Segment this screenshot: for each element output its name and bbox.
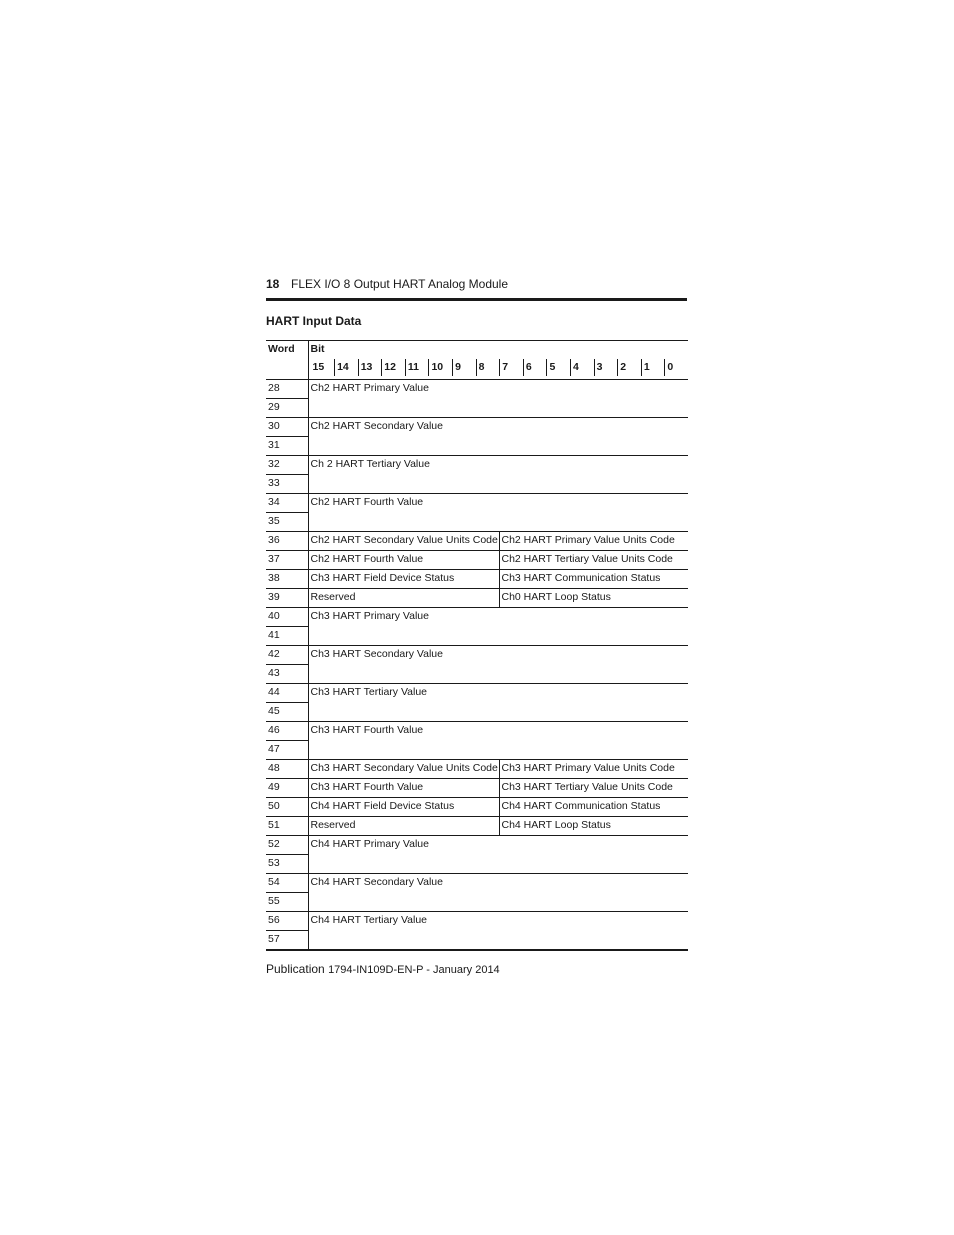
high-byte-field: Ch2 HART Secondary Value Units Code — [308, 532, 499, 551]
bit-number: 6 — [523, 359, 547, 376]
low-byte-field: Ch2 HART Tertiary Value Units Code — [499, 551, 688, 570]
table-row — [266, 779, 688, 798]
table-row — [266, 912, 688, 931]
bit-number-header — [308, 359, 688, 380]
low-byte-field: Ch3 HART Communication Status — [499, 570, 688, 589]
high-byte-field: Reserved — [308, 817, 499, 836]
bit-number: 15 — [312, 361, 325, 373]
table-row — [266, 646, 688, 665]
word-field: Ch4 HART Primary Value — [310, 838, 429, 850]
bit-number: 13 — [358, 359, 382, 376]
word-field — [308, 627, 688, 646]
high-byte-field: Ch3 HART Fourth Value — [308, 779, 499, 798]
table-row — [266, 855, 688, 874]
bit-number: 14 — [334, 359, 358, 376]
word-number: 39 — [266, 589, 308, 608]
bit-number: 3 — [594, 359, 618, 376]
bit-number: 0 — [664, 359, 688, 376]
word-number: 54 — [266, 874, 308, 893]
word-field: Ch3 HART Fourth Value — [310, 724, 424, 736]
bit-number: 5 — [546, 359, 570, 376]
word-number: 28 — [266, 380, 308, 399]
word-field: Ch2 HART Fourth Value — [310, 496, 424, 508]
publication-footer — [266, 962, 500, 976]
word-field: Ch4 HART Secondary Value — [310, 876, 443, 888]
table-row — [266, 760, 688, 779]
table-row — [266, 513, 688, 532]
table-row — [266, 722, 688, 741]
word-number: 48 — [266, 760, 308, 779]
low-byte-field: Ch3 HART Tertiary Value Units Code — [499, 779, 688, 798]
word-number: 53 — [266, 855, 308, 874]
table-row — [266, 532, 688, 551]
header-rule — [266, 298, 687, 301]
word-field: Ch3 HART Tertiary Value — [310, 686, 428, 698]
word-number: 30 — [266, 418, 308, 437]
bit-column-header: Bit — [308, 341, 688, 360]
low-byte-field: Ch4 HART Communication Status — [499, 798, 688, 817]
word-field — [308, 855, 688, 874]
table-row — [266, 608, 688, 627]
high-byte-field: Ch2 HART Fourth Value — [308, 551, 499, 570]
word-number: 40 — [266, 608, 308, 627]
publication-id: 1794-IN109D-EN-P - January 2014 — [328, 964, 500, 976]
word-number: 46 — [266, 722, 308, 741]
word-number: 34 — [266, 494, 308, 513]
word-number: 57 — [266, 931, 308, 951]
table-row — [266, 570, 688, 589]
table-row — [266, 551, 688, 570]
word-number: 49 — [266, 779, 308, 798]
word-field: Ch3 HART Primary Value — [310, 610, 429, 622]
table-row — [266, 589, 688, 608]
word-field — [308, 703, 688, 722]
section-title: HART Input Data — [266, 314, 362, 328]
word-field — [308, 399, 688, 418]
high-byte-field: Ch3 HART Secondary Value Units Code — [308, 760, 499, 779]
table-row — [266, 627, 688, 646]
high-byte-field: Ch3 HART Field Device Status — [308, 570, 499, 589]
table-row — [266, 703, 688, 722]
table-row — [266, 380, 688, 399]
word-field — [308, 893, 688, 912]
low-byte-field: Ch2 HART Primary Value Units Code — [499, 532, 688, 551]
table-row — [266, 418, 688, 437]
word-field — [308, 931, 688, 951]
word-number: 36 — [266, 532, 308, 551]
word-field: Ch2 HART Primary Value — [310, 382, 429, 394]
low-byte-field: Ch3 HART Primary Value Units Code — [499, 760, 688, 779]
table-row — [266, 399, 688, 418]
word-number: 50 — [266, 798, 308, 817]
table-row — [266, 798, 688, 817]
word-number: 56 — [266, 912, 308, 931]
bit-number: 12 — [381, 359, 405, 376]
table-row — [266, 874, 688, 893]
bit-number: 7 — [499, 359, 523, 376]
word-field: Ch3 HART Secondary Value — [310, 648, 443, 660]
word-field: Ch2 HART Secondary Value — [310, 420, 443, 432]
table-row — [266, 741, 688, 760]
word-number: 44 — [266, 684, 308, 703]
bit-number: 1 — [641, 359, 665, 376]
bit-number: 9 — [452, 359, 476, 376]
bit-number: 2 — [617, 359, 641, 376]
low-byte-field: Ch4 HART Loop Status — [499, 817, 688, 836]
running-header-title: FLEX I/O 8 Output HART Analog Module — [291, 277, 509, 291]
table-row — [266, 475, 688, 494]
word-column-header: Word — [266, 341, 308, 360]
word-number: 43 — [266, 665, 308, 684]
word-field — [308, 437, 688, 456]
word-number: 37 — [266, 551, 308, 570]
table-row — [266, 437, 688, 456]
word-number: 31 — [266, 437, 308, 456]
high-byte-field: Reserved — [308, 589, 499, 608]
publication-label: Publication — [266, 962, 325, 976]
table-row — [266, 665, 688, 684]
word-number: 45 — [266, 703, 308, 722]
word-number: 55 — [266, 893, 308, 912]
page-number: 18 — [266, 277, 280, 291]
word-number: 38 — [266, 570, 308, 589]
bit-number: 10 — [428, 359, 452, 376]
table-row — [266, 456, 688, 475]
table-row — [266, 893, 688, 912]
table-row — [266, 494, 688, 513]
hart-input-data-table — [266, 340, 688, 951]
word-number: 51 — [266, 817, 308, 836]
table-row — [266, 836, 688, 855]
word-number: 52 — [266, 836, 308, 855]
bit-number: 4 — [570, 359, 594, 376]
bit-number: 8 — [476, 359, 500, 376]
low-byte-field: Ch0 HART Loop Status — [499, 589, 688, 608]
table-row — [266, 817, 688, 836]
bit-number: 11 — [405, 359, 429, 376]
word-field: Ch4 HART Tertiary Value — [310, 914, 428, 926]
word-number: 41 — [266, 627, 308, 646]
word-number: 47 — [266, 741, 308, 760]
table-row — [266, 684, 688, 703]
word-field — [308, 665, 688, 684]
table-row — [266, 931, 688, 951]
word-number: 32 — [266, 456, 308, 475]
word-field — [308, 741, 688, 760]
high-byte-field: Ch4 HART Field Device Status — [308, 798, 499, 817]
word-field — [308, 475, 688, 494]
word-number: 33 — [266, 475, 308, 494]
word-number: 35 — [266, 513, 308, 532]
word-field — [308, 513, 688, 532]
word-field: Ch 2 HART Tertiary Value — [310, 458, 430, 470]
word-number: 29 — [266, 399, 308, 418]
word-number: 42 — [266, 646, 308, 665]
